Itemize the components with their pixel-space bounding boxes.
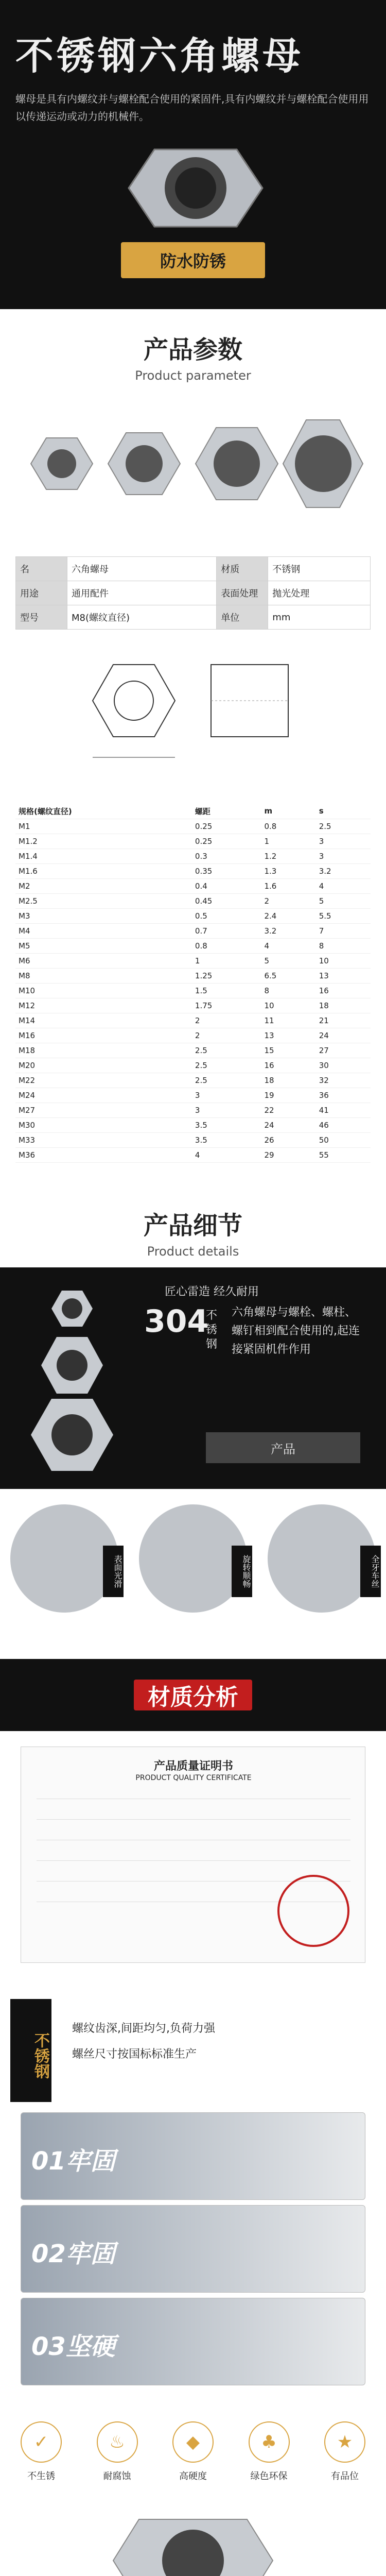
cert-title-en: PRODUCT QUALITY CERTIFICATE [135, 1774, 252, 1782]
spec-cell: 32 [316, 1073, 371, 1088]
spec-row [15, 923, 371, 938]
spec-row [15, 849, 371, 863]
spec-row [15, 1043, 371, 1058]
spec-cell: 2.5 [316, 819, 371, 834]
spec-cell: 3 [316, 849, 371, 863]
spec-cell: 1 [192, 953, 261, 968]
spec-cell: 2.4 [261, 908, 315, 923]
details-product-label: 产品 [206, 1432, 360, 1463]
spec-cell: 50 [316, 1132, 371, 1147]
spec-cell: M1.6 [15, 863, 192, 878]
params-key: 名 [16, 557, 67, 581]
details-big: 304 [144, 1303, 209, 1340]
feature-item [314, 2421, 376, 2482]
spec-cell: 1.25 [192, 968, 261, 983]
spec-cell: 41 [316, 1103, 371, 1117]
spec-cell: M12 [15, 998, 192, 1013]
spec-cell: M1 [15, 819, 192, 834]
spec-cell: 21 [316, 1013, 371, 1028]
spec-cell: 2 [261, 893, 315, 908]
grade-tab [21, 2112, 365, 2200]
params-key: 用途 [16, 581, 67, 605]
spec-row [15, 1058, 371, 1073]
spec-cell: M3 [15, 908, 192, 923]
spec-row [15, 998, 371, 1013]
spec-row [15, 908, 371, 923]
material-banner [0, 1659, 386, 1731]
params-table [15, 556, 371, 630]
fire-icon: ♨ [97, 2421, 138, 2463]
spec-cell: 5.5 [316, 908, 371, 923]
spec-cell: 0.25 [192, 819, 261, 834]
spec-cell: 4 [261, 938, 315, 953]
spec-cell: 29 [261, 1147, 315, 1162]
spec-cell: M30 [15, 1117, 192, 1132]
params-heading-en: Product parameter [135, 368, 251, 383]
spec-cell: 1.5 [192, 983, 261, 998]
hero-section [0, 0, 386, 309]
details-tagline: 匠心雷造 经久耐用 [165, 1285, 259, 1298]
spec-cell: 24 [316, 1028, 371, 1043]
spec-cell: 7 [316, 923, 371, 938]
spec-cell: 24 [261, 1117, 315, 1132]
spec-cell: 27 [316, 1043, 371, 1058]
diamond-icon: ◆ [172, 2421, 214, 2463]
params-row [16, 557, 371, 581]
spec-cell: 3.2 [316, 863, 371, 878]
spec-cell: M16 [15, 1028, 192, 1043]
spec-cell: 5 [316, 893, 371, 908]
spec-cell: M8 [15, 968, 192, 983]
details-heading-en: Product details [147, 1244, 239, 1259]
spec-cell: 16 [261, 1058, 315, 1073]
spec-row [15, 1088, 371, 1103]
spec-cell: 3.2 [261, 923, 315, 938]
grade-tab-label: 02牢固 [31, 2240, 115, 2268]
params-key: 材质 [217, 557, 268, 581]
hero-nut-image [118, 144, 273, 232]
spec-cell: 15 [261, 1043, 315, 1058]
spec-cell: M6 [15, 953, 192, 968]
spec-cell: 13 [261, 1028, 315, 1043]
spec-cell: 19 [261, 1088, 315, 1103]
grade-desc2: 螺丝尺寸按国标标准生产 [72, 2048, 197, 2061]
spec-row [15, 1103, 371, 1117]
params-row [16, 581, 371, 605]
params-value: 六角螺母 [67, 557, 217, 581]
spec-header-row [15, 804, 371, 819]
spec-row [15, 1147, 371, 1162]
spec-cell: 1.3 [261, 863, 315, 878]
spec-cell: 2 [192, 1028, 261, 1043]
spec-cell: 3 [192, 1103, 261, 1117]
features-nut-image [103, 2514, 283, 2576]
spec-row [15, 1013, 371, 1028]
round-detail [268, 1504, 380, 1613]
round-detail-label: 旋转顺畅 [232, 1546, 252, 1597]
spec-cell: 1 [261, 834, 315, 849]
params-value: mm [268, 605, 371, 630]
grade-tab-label: 01牢固 [31, 2147, 115, 2176]
params-value: M8(螺纹直径) [67, 605, 217, 630]
spec-cell: 8 [261, 983, 315, 998]
spec-header: 螺距 [192, 804, 261, 819]
spec-cell: 3 [192, 1088, 261, 1103]
feature-label: 不生锈 [27, 2471, 55, 2482]
spec-cell: 0.35 [192, 863, 261, 878]
details-desc: 六角螺母与螺栓、螺柱、螺钉相到配合使用的,起连接紧固机件作用 [232, 1306, 360, 1356]
grade-tab [21, 2298, 365, 2385]
round-detail-label: 全牙车丝 [360, 1546, 381, 1597]
spec-cell: 18 [316, 998, 371, 1013]
spec-cell: 55 [316, 1147, 371, 1162]
grade-tab [21, 2205, 365, 2293]
spec-cell: 1.6 [261, 878, 315, 893]
spec-cell: 26 [261, 1132, 315, 1147]
spec-cell: 36 [316, 1088, 371, 1103]
spec-cell: 2.5 [192, 1043, 261, 1058]
spec-cell: 13 [316, 968, 371, 983]
params-nuts-image [21, 402, 365, 526]
spec-cell: 11 [261, 1013, 315, 1028]
spec-cell: M4 [15, 923, 192, 938]
spec-row [15, 878, 371, 893]
cert-seal-icon [277, 1875, 349, 1947]
spec-cell: 0.7 [192, 923, 261, 938]
feature-label: 有品位 [331, 2471, 359, 2482]
spec-cell: 16 [316, 983, 371, 998]
cert-title: 产品质量证明书 [153, 1760, 233, 1773]
spec-cell: 0.8 [192, 938, 261, 953]
round-detail-label: 表面光滑 [103, 1546, 124, 1597]
spec-cell: M1.2 [15, 834, 192, 849]
spec-row [15, 1132, 371, 1147]
spec-cell: 0.5 [192, 908, 261, 923]
feature-item [162, 2421, 224, 2482]
spec-table [15, 804, 371, 1163]
params-value: 抛光处理 [268, 581, 371, 605]
hero-subtitle: 螺母是具有内螺纹并与螺栓配合使用的紧固件,具有内螺纹并与螺栓配合使用用以传递运动或动力的机械件。 [15, 93, 369, 123]
spec-row [15, 983, 371, 998]
params-value: 不锈钢 [268, 557, 371, 581]
spec-cell: 22 [261, 1103, 315, 1117]
params-heading [0, 330, 386, 383]
spec-row [15, 834, 371, 849]
spec-row [15, 819, 371, 834]
spec-cell: 0.3 [192, 849, 261, 863]
spec-cell: 2.5 [192, 1073, 261, 1088]
spec-row [15, 1028, 371, 1043]
details-vertical: 不锈钢 [206, 1309, 218, 1351]
certificate [21, 1747, 365, 1963]
spec-cell: 2.5 [192, 1058, 261, 1073]
details-nut-stack-image [21, 1278, 124, 1479]
params-heading-cn: 产品参数 [143, 335, 242, 364]
feature-item [86, 2421, 148, 2482]
spec-cell: 0.4 [192, 878, 261, 893]
params-value: 通用配件 [67, 581, 217, 605]
grade-section [0, 1989, 386, 2391]
hero-badge: 防水防锈 [121, 242, 265, 278]
spec-cell: 0.25 [192, 834, 261, 849]
spec-cell: 1.75 [192, 998, 261, 1013]
spec-cell: 3.5 [192, 1132, 261, 1147]
spec-row [15, 1073, 371, 1088]
spec-header: m [261, 804, 315, 819]
spec-cell: M20 [15, 1058, 192, 1073]
spec-cell: M2.5 [15, 893, 192, 908]
leaf-icon: ♣ [249, 2421, 290, 2463]
feature-label: 绿色环保 [250, 2471, 288, 2482]
spec-cell: M5 [15, 938, 192, 953]
spec-cell: M2 [15, 878, 192, 893]
spec-cell: M14 [15, 1013, 192, 1028]
spec-cell: 4 [192, 1147, 261, 1162]
cert-line [37, 1819, 350, 1820]
cert-line [37, 1860, 350, 1861]
spec-cell: 3.5 [192, 1117, 261, 1132]
grade-vertical: 不锈钢 [10, 1999, 51, 2102]
material-title: 材质分析 [134, 1680, 252, 1710]
spec-cell: 10 [316, 953, 371, 968]
spec-row [15, 968, 371, 983]
spec-cell: 46 [316, 1117, 371, 1132]
details-heading [0, 1206, 386, 1259]
spec-cell: M1.4 [15, 849, 192, 863]
spec-row [15, 953, 371, 968]
spec-header: 规格(螺纹直径) [15, 804, 192, 819]
params-key: 型号 [16, 605, 67, 630]
spec-cell: M36 [15, 1147, 192, 1162]
grade-tab-label: 03坚硬 [31, 2332, 115, 2361]
feature-icons [10, 2421, 376, 2482]
spec-cell: M27 [15, 1103, 192, 1117]
spec-cell: 0.45 [192, 893, 261, 908]
spec-cell: 10 [261, 998, 315, 1013]
spec-cell: 3 [316, 834, 371, 849]
spec-body [15, 819, 371, 1162]
spec-row [15, 893, 371, 908]
details-section [0, 1267, 386, 1489]
star-icon: ★ [324, 2421, 365, 2463]
params-row [16, 605, 371, 630]
spec-row [15, 938, 371, 953]
params-key: 表面处理 [217, 581, 268, 605]
grade-desc1: 螺纹齿深,间距均匀,负荷力强 [72, 2022, 215, 2035]
params-key: 单位 [217, 605, 268, 630]
spec-row [15, 863, 371, 878]
spec-cell: 4 [316, 878, 371, 893]
round-detail-row [10, 1504, 380, 1613]
feature-label: 高硬度 [179, 2471, 207, 2482]
details-heading-cn: 产品细节 [143, 1211, 242, 1240]
check-icon: ✓ [21, 2421, 62, 2463]
feature-item [238, 2421, 300, 2482]
spec-cell: 30 [316, 1058, 371, 1073]
spec-row [15, 1117, 371, 1132]
spec-cell: 1.2 [261, 849, 315, 863]
round-detail [139, 1504, 251, 1613]
feature-label: 耐腐蚀 [103, 2471, 131, 2482]
spec-cell: M24 [15, 1088, 192, 1103]
spec-cell: M22 [15, 1073, 192, 1088]
round-detail [10, 1504, 122, 1613]
spec-cell: M18 [15, 1043, 192, 1058]
spec-cell: 5 [261, 953, 315, 968]
hero-title: 不锈钢六角螺母 [15, 34, 304, 78]
spec-header: s [316, 804, 371, 819]
feature-item [10, 2421, 72, 2482]
spec-cell: M10 [15, 983, 192, 998]
spec-cell: 6.5 [261, 968, 315, 983]
dimension-diagram [77, 644, 309, 788]
spec-cell: 8 [316, 938, 371, 953]
spec-cell: 0.8 [261, 819, 315, 834]
spec-cell: M33 [15, 1132, 192, 1147]
spec-cell: 18 [261, 1073, 315, 1088]
spec-cell: 2 [192, 1013, 261, 1028]
